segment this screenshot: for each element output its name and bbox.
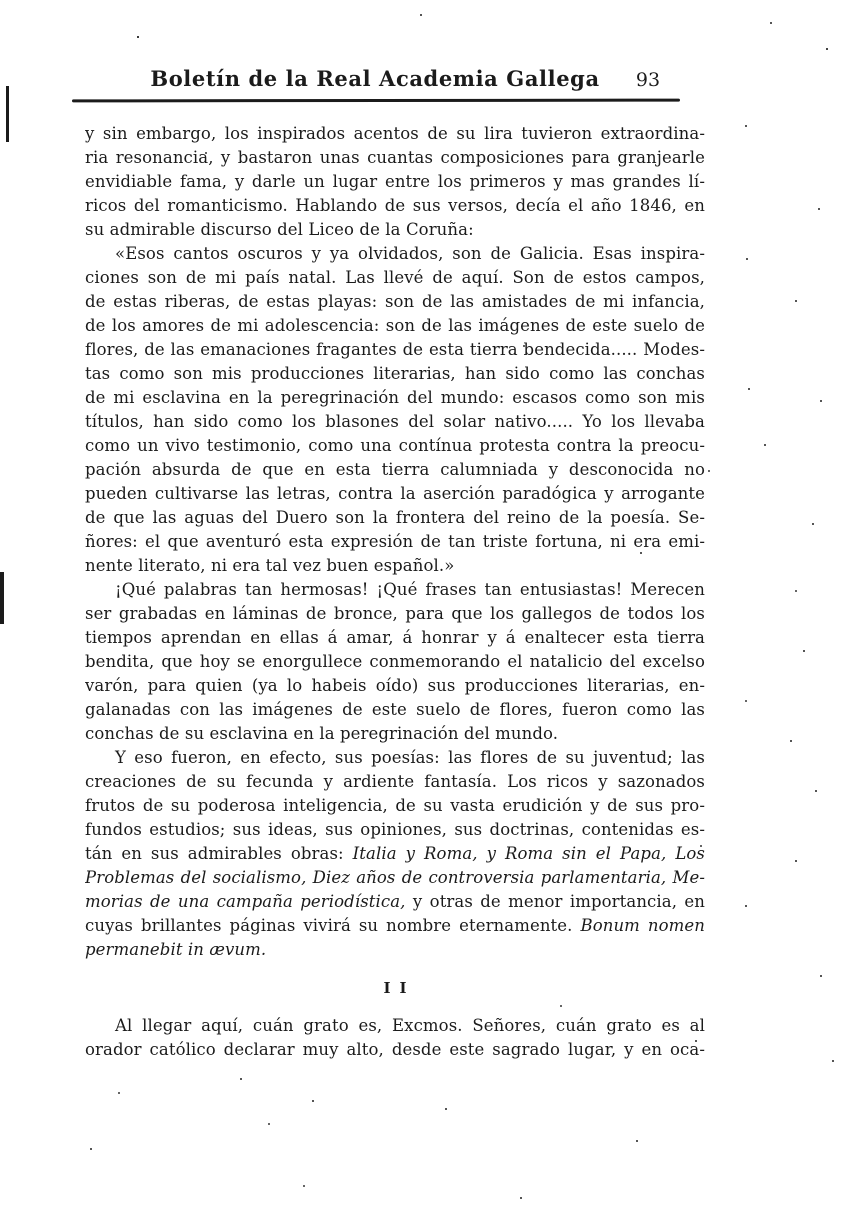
text-line: [85, 482, 705, 506]
text-line: [85, 242, 705, 266]
body-text: creaciones de su fecunda y ardiente fantasía. Los ricos y sazonados: [85, 772, 705, 791]
body-text: ricos del romanticismo. Hablando de sus versos, decía el año 1846, en: [85, 196, 705, 215]
body-text: ria resonancia, y bastaron unas cuantas composiciones para granjearle: [85, 148, 705, 167]
text-line: [85, 674, 705, 698]
text-line: [85, 818, 705, 842]
body-text: de que las aguas del Duero son la frontera del reino de la poesía. Se-: [85, 508, 705, 527]
header-rule: [72, 99, 680, 103]
paragraph: [85, 242, 705, 578]
italic-text: Bonum nomen: [580, 916, 705, 935]
body-text: ñores: el que aventuró esta expresión de tan triste fortuna, ni era emi-: [85, 532, 705, 551]
body-text: pación absurda de que en esta tierra calumniada y desconocida no: [85, 460, 705, 479]
body-text: bendita, que hoy se enorgullece conmemorando el natalicio del excelso: [85, 652, 705, 671]
text-line: [85, 386, 705, 410]
text-line: [85, 170, 705, 194]
body-text: como un vivo testimonio, como una contínua protesta contra la preocu-: [85, 436, 705, 455]
text-line: [85, 890, 705, 914]
body-text: Y eso fueron, en efecto, sus poesías: las flores de su juventud; las: [115, 748, 705, 767]
body-text: de los amores de mi adolescencia: son de las imágenes de este suelo de: [85, 316, 705, 335]
body-text: su admirable discurso del Liceo de la Coruña:: [85, 220, 474, 239]
body-text: varón, para quien (ya lo habeis oído) sus producciones literarias, en-: [85, 676, 705, 695]
body-text: ¡Qué palabras tan hermosas! ¡Qué frases tan entusiastas! Merecen: [115, 580, 705, 599]
text-line: [85, 866, 705, 890]
text-line: [85, 362, 705, 386]
paragraph: [85, 122, 705, 242]
text-line: [85, 194, 705, 218]
body-text: Al llegar aquí, cuán grato es, Excmos. Señores, cuán grato es al: [115, 1016, 705, 1035]
body-text: títulos, han sido como los blasones del solar nativo..... Yo los llevaba: [85, 412, 705, 431]
text-line: [85, 938, 705, 962]
margin-mark: [6, 86, 9, 142]
italic-text: morias de una campaña periodística,: [85, 892, 406, 911]
text-block: [85, 122, 705, 1062]
italic-text: Problemas del socialismo, Diez años de controversia parlamentaria, Me-: [85, 868, 705, 887]
body-text: ser grabadas en láminas de bronce, para que los gallegos de todos los: [85, 604, 705, 623]
body-text: flores, de las emanaciones fragantes de esta tierra bendecida..... Modes-: [85, 340, 705, 359]
body-text: conchas de su esclavina en la peregrinación del mundo.: [85, 724, 559, 743]
text-line: [85, 266, 705, 290]
text-line: [85, 458, 705, 482]
text-line: [85, 770, 705, 794]
text-line: [85, 602, 705, 626]
page-header: [75, 66, 675, 91]
body-text: tas como son mis producciones literarias, han sido como las conchas: [85, 364, 705, 383]
body-text: tán en sus admirables obras:: [85, 844, 353, 863]
text-line: [85, 122, 705, 146]
scan-noise: [0, 0, 2, 2]
body-text: de mi esclavina en la peregrinación del mundo: escasos como son mis: [85, 388, 705, 407]
paragraph: [85, 578, 705, 746]
text-line: [85, 554, 705, 578]
text-line: [85, 794, 705, 818]
section-heading: II: [383, 979, 416, 997]
paragraph: [85, 746, 705, 962]
margin-mark: [0, 572, 4, 624]
text-line: [85, 314, 705, 338]
text-line: [85, 1038, 705, 1062]
text-line: [85, 746, 705, 770]
body-text: y otras de menor importancia, en: [405, 892, 705, 911]
text-line: [85, 338, 705, 362]
italic-text: Italia y Roma, y Roma sin el Papa, Los: [352, 844, 705, 863]
text-line: [85, 626, 705, 650]
text-line: [85, 410, 705, 434]
text-line: [85, 698, 705, 722]
text-line: [85, 506, 705, 530]
body-text: envidiable fama, y darle un lugar entre los primeros y mas grandes lí-: [85, 172, 705, 191]
body-text: frutos de su poderosa inteligencia, de su vasta erudición y de sus pro-: [85, 796, 705, 815]
body-text: y sin embargo, los inspirados acentos de su lira tuvieron extraordina-: [85, 124, 705, 143]
text-line: [85, 530, 705, 554]
body-text: pueden cultivarse las letras, contra la aserción paradógica y arrogante: [85, 484, 705, 503]
text-line: [85, 914, 705, 938]
text-line: [85, 650, 705, 674]
body-text: nente literato, ni era tal vez buen español.»: [85, 556, 455, 575]
body-text: fundos estudios; sus ideas, sus opiniones, sus doctrinas, contenidas es-: [85, 820, 705, 839]
page-number: 93: [635, 69, 661, 91]
body-text: de estas riberas, de estas playas: son de las amistades de mi infancia,: [85, 292, 705, 311]
text-line: [85, 1014, 705, 1038]
body-text: cuyas brillantes páginas vivirá su nombre eternamente.: [85, 916, 581, 935]
text-line: [85, 290, 705, 314]
text-line: [85, 218, 705, 242]
paragraph: [85, 1014, 705, 1062]
text-line: [85, 842, 705, 866]
body-text: «Esos cantos oscuros y ya olvidados, son de Galicia. Esas inspira-: [115, 244, 705, 263]
body-text: galanadas con las imágenes de este suelo de flores, fueron como las: [85, 700, 705, 719]
body-text: orador católico declarar muy alto, desde este sagrado lugar, y en oca-: [85, 1040, 705, 1059]
body-text: ciones son de mi país natal. Las llevé de aquí. Son de estos campos,: [85, 268, 705, 287]
text-line: [85, 578, 705, 602]
text-line: [85, 722, 705, 746]
text-line: [85, 434, 705, 458]
text-line: [85, 146, 705, 170]
body-text: tiempos aprendan en ellas á amar, á honrar y á enaltecer esta tierra: [85, 628, 705, 647]
journal-title: Boletín de la Real Academia Gallega: [150, 66, 600, 91]
italic-text: permanebit in ævum.: [85, 940, 267, 959]
